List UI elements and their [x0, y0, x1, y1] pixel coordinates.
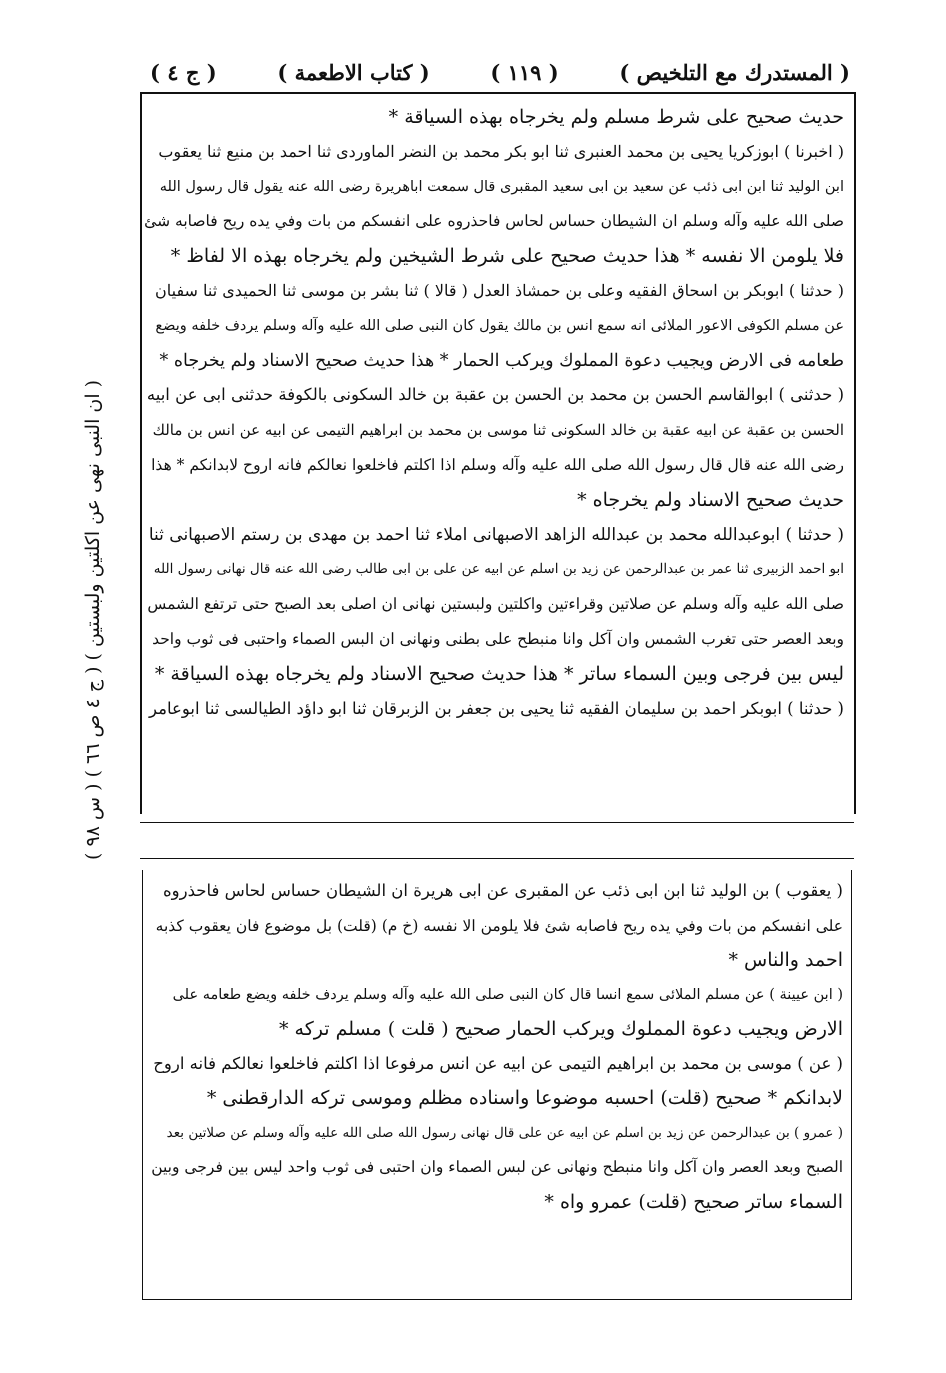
commentary-line: ( ابن عيينة ) عن مسلم الملائى سمع انسا قال كان النبى صلى الله عليه وآله وسلم يردف خلفه ويضع طعامه على — [172, 986, 843, 1003]
chapter-title: ( كتاب الاطعمة ) — [277, 59, 430, 85]
commentary-line: على انفسكم من بات وفي يده ريح فاصابه شئ فلا يلومن الا نفسه (خ م) (قلت) بل موضوع فان يعقوب كذبه — [155, 916, 843, 935]
commentary-line: احمد والناس * — [728, 949, 843, 971]
text-line: ( حدثنا ) ابوبكر احمد بن سليمان الفقيه ثنا يحيى بن جعفر بن الزبرقان ثنا ابو داؤد الطيالسى ثنا ابوعامر — [149, 698, 844, 718]
volume-label: ( ج ٤ ) — [150, 59, 217, 85]
commentary-line: ( يعقوب ) بن الوليد ثنا ابن ابى ذئب عن المقبرى عن ابى هريرة ان الشيطان حساس لحاس فاحذروه — [163, 881, 843, 900]
text-line: ( حدثنا ) ابوبكر بن اسحاق الفقيه وعلى بن حمشاذ العدل ( قالا ) ثنا بشر بن موسى ثنا الحميدى ثنا سفيان — [154, 280, 844, 300]
commentary-box — [142, 870, 852, 1300]
margin-note: ( ان النبى نهى عن اكلتين ولبستين ) ( ج ٤ ص ٦٦ ) ( س ٩٨ ) — [82, 380, 104, 861]
text-line: ( حدثنا ) ابوعبدالله محمد بن عبدالله الزاهد الاصبهانى املاء ثنا احمد بن مهدى بن رستم الاصبهانى ثنا — [148, 524, 844, 545]
commentary-line: الصبح وبعد العصر وان آكل وانا منبطح ونهانى عن لبس الصماء وان احتبى فى ثوب واحد ليس بين فرجى وبين — [151, 1158, 843, 1176]
text-line: ( اخبرنا ) ابوزكريا يحيى بن محمد العنبرى ثنا ابو بكر محمد بن النضر الماوردى ثنا احمد بن منيع ثنا يعقوب — [158, 141, 844, 161]
book-title: ( المستدرك مع التلخيص ) — [619, 59, 850, 85]
text-line: عن مسلم الكوفى الاعور الملائى انه سمع انس بن مالك يقول كان النبى صلى الله عليه وآله وسلم يردف خلفه ويضع — [155, 317, 844, 334]
text-line: ( حدثنى ) ابوالقاسم الحسن بن محمد بن الحسن بن عقبة بن خالد السكونى بالكوفة حدثنى ابى عن ابيه — [146, 385, 844, 405]
commentary-line: ( عن ) موسى بن محمد بن ابراهيم التيمى عن ابيه عن انس مرفوعا اذا اكلتم فاخلعوا نعالكم فانه اروح — [153, 1053, 843, 1073]
text-line: صلى الله عليه وآله وسلم ان الشيطان حساس لحاس فاحذروه على انفسكم من بات وفي يده ريح فاصابه شئ — [144, 212, 844, 231]
divider — [140, 858, 854, 859]
commentary-line: لابدانكم * صحيح (قلت) احسبه موضوعا واسناده مظلم وموسى تركه الدارقطنى * — [206, 1087, 843, 1109]
text-line: الحسن بن عقبة عن ابيه عقبة بن خالد السكونى ثنا موسى بن محمد بن ابراهيم التيمى عن ابيه عن انس بن مالك — [152, 421, 844, 440]
commentary-line: الارض ويجيب دعوة المملوك ويركب الحمار صحيح ( قلت ) مسلم تركه * — [279, 1018, 843, 1040]
main-text — [144, 100, 844, 800]
text-line: حديث صحيح على شرط مسلم ولم يخرجاه بهذه السياقة * — [388, 106, 844, 128]
text-line: صلى الله عليه وآله وسلم عن صلاتين وقراءتين واكلتين ولبستين نهانى ان اصلى بعد الصبح حتى ترتفع الشمس — [147, 595, 844, 614]
commentary-line: السماء ساتر صحيح (قلت) عمرو واه * — [544, 1190, 843, 1213]
page-header — [150, 52, 850, 92]
text-line: ابو احمد الزبيرى ثنا عمر بن عبدالرحمن عن زيد بن اسلم عن ابيه عن على بن ابى طالب رضى الله عنه قال نهانى رسول الله — [153, 561, 844, 578]
divider — [140, 822, 854, 823]
text-line: رضى الله عنه قال قال رسول الله صلى الله عليه وآله وسلم اذا اكلتم فاخلعوا نعالكم فانه اروح لابدانكم * هذا — [151, 455, 844, 474]
text-line: وبعد العصر حتى تغرب الشمس وان آكل وانا منبطح على بطنى ونهانى ان البس الصماء واحتبى فى ثوب واحد — [152, 629, 844, 648]
text-line: طعامه فى الارض ويجيب دعوة المملوك ويركب الحمار * هذا حديث صحيح الاسناد ولم يخرجاه * — [159, 350, 844, 371]
text-line: فلا يلومن الا نفسه * هذا حديث صحيح على شرط الشيخين ولم يخرجاه بهذه الا لفاظ * — [170, 245, 844, 268]
page-number: ( ١١٩ ) — [490, 59, 559, 85]
commentary-line: ( عمرو ) بن عبدالرحمن عن زيد بن اسلم عن ابيه عن على قال نهانى رسول الله صلى الله عليه وآله وسلم عن صلاتين بعد — [166, 1124, 843, 1141]
text-line: ليس بين فرجى وبين السماء ساتر * هذا حديث صحيح الاسناد ولم يخرجاه بهذه السياقة * — [154, 662, 844, 685]
text-line: حديث صحيح الاسناد ولم يخرجاه * — [577, 488, 844, 511]
text-line: ابن الوليد ثنا ابن ابى ذئب عن سعيد بن ابى سعيد المقبرى قال سمعت اباهريرة رضى الله عنه يقول قال رسول الله — [159, 178, 844, 195]
